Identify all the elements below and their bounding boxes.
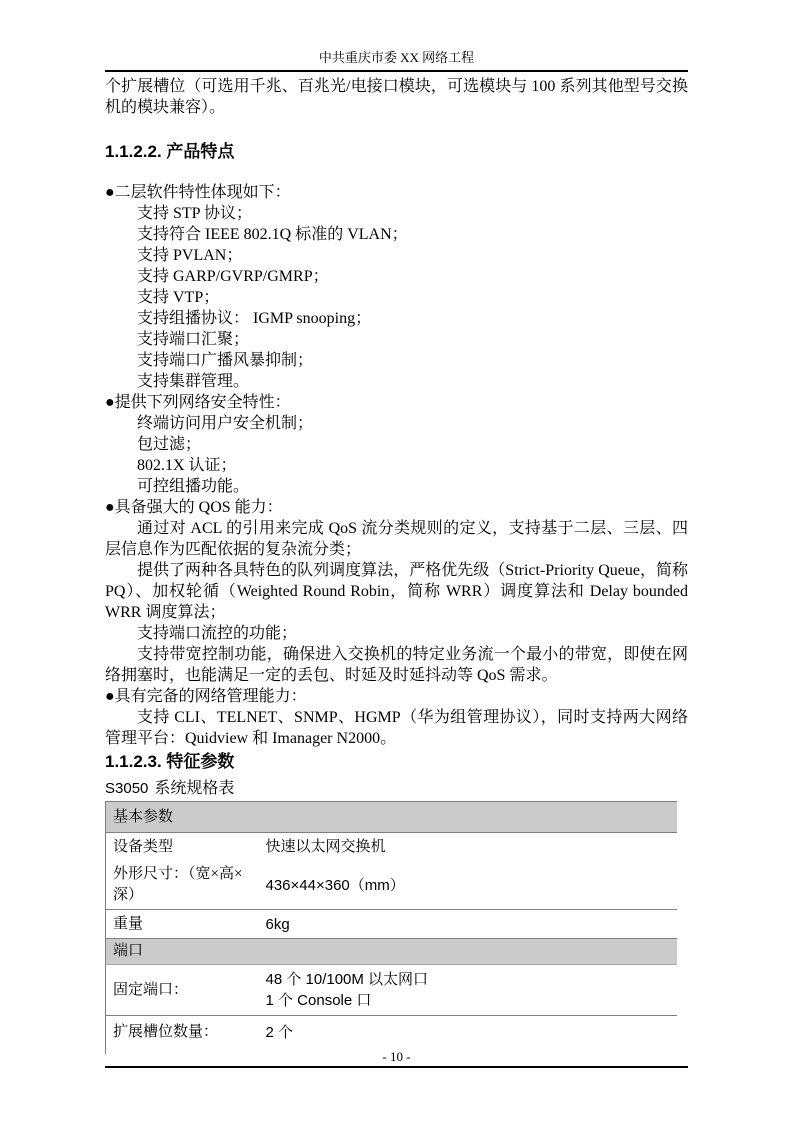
spec-row-dimensions	[106, 861, 678, 910]
spec-value: 436×44×360（mm）	[266, 861, 678, 910]
feature-group-management	[105, 686, 688, 749]
feature-item: 支持集群管理。	[137, 373, 250, 390]
spec-label: 设备类型	[113, 838, 174, 855]
spec-row-fixed-ports	[106, 965, 678, 1016]
feature-item: 支持 PVLAN；	[137, 247, 243, 264]
feature-group-layer2	[105, 182, 688, 392]
feature-item: 通过对 ACL 的引用来完成 QoS 流分类规则的定义，支持基于二层、三层、四层信息作为匹配依据的复杂流分类；	[105, 520, 688, 558]
feature-item: 支持带宽控制功能，确保进入交换机的特定业务流一个最小的带宽，即使在网络拥塞时，也能满足一定的丢包、时延及时延抖动等 QoS 需求。	[105, 646, 688, 684]
table-caption-title: 系统规格表	[154, 780, 235, 797]
spec-label: 固定端口：	[106, 965, 266, 1016]
feature-item: 支持 VTP；	[137, 289, 220, 306]
page-footer	[105, 1048, 688, 1068]
spec-value-line: 1 个 Console 口	[265, 992, 372, 1009]
table-section-basic-params	[106, 802, 678, 833]
spec-label: 扩展槽位数量：	[113, 1024, 219, 1040]
spec-row-device-type	[106, 833, 678, 862]
feature-item: 支持 STP 协议；	[137, 205, 252, 222]
feature-group-security	[105, 392, 688, 497]
page-content	[105, 72, 688, 1054]
feature-group-title: ●提供下列网络安全特性：	[105, 394, 291, 411]
feature-item: 支持组播协议： IGMP snooping；	[137, 310, 372, 327]
heading-spec-params: 1.1.2.3. 特征参数	[105, 752, 235, 771]
spec-value-line: 48 个 10/100M 以太网口	[265, 971, 429, 988]
table-section-header: 基本参数	[106, 802, 678, 833]
spec-label: 重量	[106, 910, 266, 939]
feature-item: 支持 CLI、TELNET、SNMP、HGMP（华为组管理协议），同时支持两大网络管理平台：Quidview 和 Imanager N2000。	[105, 709, 688, 747]
spec-value	[266, 965, 678, 1016]
feature-item: 提供了两种各具特色的队列调度算法，严格优先级（Strict-Priority Queue，简称 PQ）、加权轮循（Weighted Round Robin，简称 WRR）调度算法和 Delay bounded WRR 调度算法；	[105, 562, 688, 621]
table-caption	[105, 778, 688, 799]
feature-item: 支持端口汇聚；	[137, 331, 250, 348]
spec-value: 2 个	[265, 1024, 294, 1041]
feature-group-title: ●二层软件特性体现如下：	[105, 184, 291, 201]
spec-label: 外形尺寸：（宽×高×深）	[106, 861, 266, 910]
feature-item: 支持端口广播风暴抑制；	[137, 352, 314, 369]
heading-product-features: 1.1.2.2. 产品特点	[105, 142, 235, 161]
feature-item: 802.1X 认证；	[137, 457, 237, 474]
feature-item: 支持符合 IEEE 802.1Q 标准的 VLAN；	[137, 226, 408, 243]
spec-value: 6kg	[266, 910, 678, 939]
feature-item: 可控组播功能。	[137, 478, 250, 495]
feature-item: 支持 GARP/GVRP/GMRP；	[137, 268, 329, 285]
page-header	[105, 0, 688, 72]
feature-group-title: ●具备强大的 QOS 能力：	[105, 499, 283, 516]
spec-row-weight	[106, 910, 678, 939]
feature-group-title: ●具有完备的网络管理能力：	[105, 688, 307, 705]
header-title: 中共重庆市委 XX 网络工程	[318, 50, 475, 65]
feature-item: 支持端口流控的功能；	[137, 625, 298, 642]
feature-item: 终端访问用户安全机制；	[137, 415, 314, 432]
feature-item: 包过滤；	[137, 436, 202, 453]
table-caption-model: S3050	[105, 780, 149, 797]
intro-paragraph: 个扩展槽位（可选用千兆、百兆光/电接口模块，可选模块与 100 系列其他型号交换机的模块兼容）。	[105, 78, 688, 116]
table-section-ports	[106, 939, 678, 965]
page-number: - 10 -	[382, 1049, 411, 1064]
spec-value: 快速以太网交换机	[265, 838, 386, 855]
table-section-header: 端口	[106, 939, 678, 965]
feature-group-qos	[105, 497, 688, 686]
spec-table	[105, 801, 677, 1054]
